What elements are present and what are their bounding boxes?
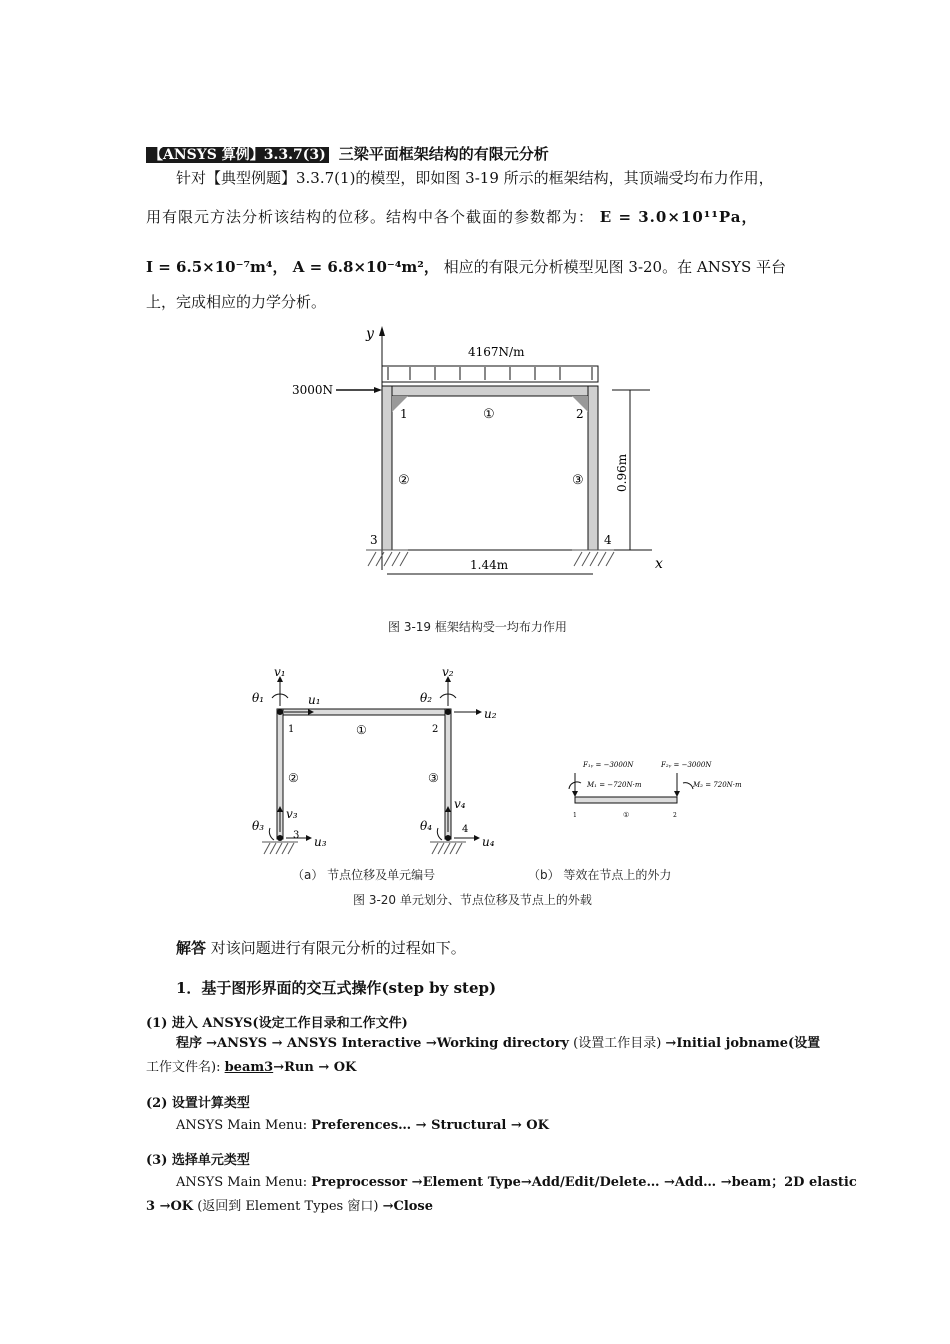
b-beam: [575, 797, 677, 803]
frame-diagram-3-19: [280, 320, 680, 580]
step-3-path: Preprocessor →Element Type→Add/Edit/Delete… →Add… →beam；2D elastic: [311, 1175, 857, 1190]
a-node-3: 3: [293, 830, 300, 841]
step-1-note: (设置工作目录): [573, 1036, 662, 1051]
modulus-formula: E = 3.0×10¹¹Pa，: [599, 208, 758, 226]
step-1-heading: (1) 进入 ANSYS(设定工作目录和工作文件): [146, 1016, 408, 1031]
u1-label: u₁: [308, 693, 321, 707]
node-label-1: 1: [400, 407, 408, 421]
node-2-dot: [445, 709, 451, 715]
v2-label: v₂: [442, 665, 454, 679]
intro-line-2: [146, 207, 758, 227]
answer-line: [176, 938, 466, 958]
step-1-filename-label: 工作文件名):: [146, 1060, 221, 1075]
a-node-4: 4: [462, 824, 469, 835]
theta3-label: θ₃: [252, 819, 265, 833]
step-1-jobname: →Initial jobname(设置: [665, 1036, 821, 1051]
step-3-heading: (3) 选择单元类型: [146, 1153, 250, 1168]
a-left-support: [262, 842, 298, 854]
v1-label: v₁: [274, 665, 286, 679]
nodal-load-diagram-b: [555, 755, 765, 825]
example-title: 三梁平面框架结构的有限元分析: [338, 145, 549, 163]
fe-model-diagram-a: [240, 662, 520, 857]
force-arrow-head: [374, 387, 382, 393]
step-3-line-1: [176, 1173, 857, 1193]
right-column: [588, 386, 598, 550]
step-3-note: (返回到 Element Types 窗口): [197, 1199, 379, 1214]
step-2-line-1: [176, 1116, 549, 1136]
right-support-hatch: [572, 550, 614, 566]
u4-arrow-head: [474, 835, 480, 841]
b-force-1-head: [572, 791, 578, 797]
step-2-path: Preferences… → Structural → OK: [311, 1118, 549, 1133]
a-node-1: 1: [288, 724, 295, 735]
intro-line-3-text: 相应的有限元分析模型见图 3-20。在 ANSYS 平台: [443, 258, 787, 276]
step-3-ok: 3 →OK: [146, 1199, 194, 1214]
a-elem-3: ③: [428, 771, 439, 785]
figure-3-20b-caption: （b） 等效在节点上的外力: [528, 868, 672, 882]
top-beam: [382, 386, 598, 396]
figure-3-20-caption: 图 3-20 单元划分、节点位移及节点上的外载: [353, 893, 592, 907]
section-header: [146, 144, 549, 165]
a-elem-2: ②: [288, 771, 299, 785]
node-label-4: 4: [604, 533, 612, 547]
b-elem-1: ①: [623, 811, 630, 819]
u2-label: u₂: [484, 707, 497, 721]
a-right-support: [430, 842, 466, 854]
load-arrows: [388, 367, 592, 380]
step-2-heading: (2) 设置计算类型: [146, 1096, 250, 1111]
theta4-label: θ₄: [420, 819, 433, 833]
u3-arrow-head: [306, 835, 312, 841]
step-2-menu: ANSYS Main Menu:: [176, 1118, 308, 1133]
step-1-filename-value: beam3: [224, 1060, 274, 1075]
node-4-dot: [445, 835, 451, 841]
load-box: [382, 366, 598, 382]
step-1-line-2: [146, 1058, 356, 1078]
b-force-2-head: [674, 791, 680, 797]
width-dim-label: 1.44m: [470, 558, 509, 572]
v4-label: v₄: [454, 797, 466, 811]
node-1-dot: [277, 709, 283, 715]
y-axis-label: y: [366, 326, 374, 342]
element-label-1: ①: [483, 407, 495, 422]
a-elem-1: ①: [356, 723, 367, 737]
x-axis-label: x: [655, 556, 663, 572]
intro-line-2-text: 用有限元方法分析该结构的位移。结构中各个截面的参数都为：: [146, 208, 595, 226]
inertia-area-formula: I = 6.5×10⁻⁷m⁴， A = 6.8×10⁻⁴m²，: [146, 258, 439, 276]
node-3-dot: [277, 835, 283, 841]
b-force-1-label: F₁ᵧ = −3000N: [583, 761, 634, 769]
node-label-2: 2: [576, 407, 584, 421]
b-moment-1-label: M₁ = −720N·m: [587, 781, 642, 789]
b-node-1: 1: [573, 812, 577, 819]
u2-arrow-head: [476, 709, 482, 715]
a-node-2: 2: [432, 724, 439, 735]
element-label-2: ②: [398, 473, 410, 488]
theta3-arc: [269, 828, 274, 840]
step-3-line-2: [146, 1197, 433, 1217]
b-force-2-label: F₂ᵧ = −3000N: [661, 761, 712, 769]
step-3-menu: ANSYS Main Menu:: [176, 1175, 308, 1190]
b-moment-2-label: M₂ = 720N·m: [693, 781, 742, 789]
height-dim-label: 0.96m: [615, 453, 629, 492]
step-1-line-1: [176, 1034, 820, 1054]
element-label-3: ③: [572, 473, 584, 488]
v3-label: v₃: [286, 807, 298, 821]
theta1-label: θ₁: [252, 691, 265, 705]
left-column: [382, 386, 392, 550]
distributed-load-label: 4167N/m: [468, 345, 525, 359]
node-label-3: 3: [370, 533, 378, 547]
theta2-label: θ₂: [420, 691, 433, 705]
u3-label: u₃: [314, 835, 327, 849]
theta4-arc: [437, 828, 442, 840]
figure-3-20a-caption: （a） 节点位移及单元编号: [292, 868, 436, 882]
left-support-hatch: [366, 550, 408, 566]
b-node-2: 2: [673, 812, 677, 819]
answer-label: 解答: [176, 939, 207, 957]
step-1-program: 程序: [176, 1036, 203, 1051]
step-1-path: →ANSYS → ANSYS Interactive →Working directory: [206, 1036, 569, 1051]
example-tag: 【ANSYS 算例】3.3.7(3): [146, 147, 329, 163]
force-label: 3000N: [292, 383, 334, 397]
u4-label: u₄: [482, 835, 495, 849]
b-moment-2-arc: [683, 783, 693, 789]
intro-line-3: [146, 257, 786, 277]
section-1-heading: 1．基于图形界面的交互式操作(step by step): [176, 979, 497, 997]
figure-3-19-caption: 图 3-19 框架结构受一均布力作用: [388, 620, 567, 634]
intro-line-4: 上，完成相应的力学分析。: [146, 293, 327, 311]
y-axis-arrow: [379, 326, 385, 336]
step-1-run: →Run → OK: [273, 1060, 357, 1075]
answer-text: 对该问题进行有限元分析的过程如下。: [210, 939, 466, 957]
intro-line-1: 针对【典型例题】3.3.7(1)的模型，即如图 3-19 所示的框架结构，其顶端受均布力作用，: [176, 169, 774, 187]
step-3-close: →Close: [382, 1199, 434, 1214]
